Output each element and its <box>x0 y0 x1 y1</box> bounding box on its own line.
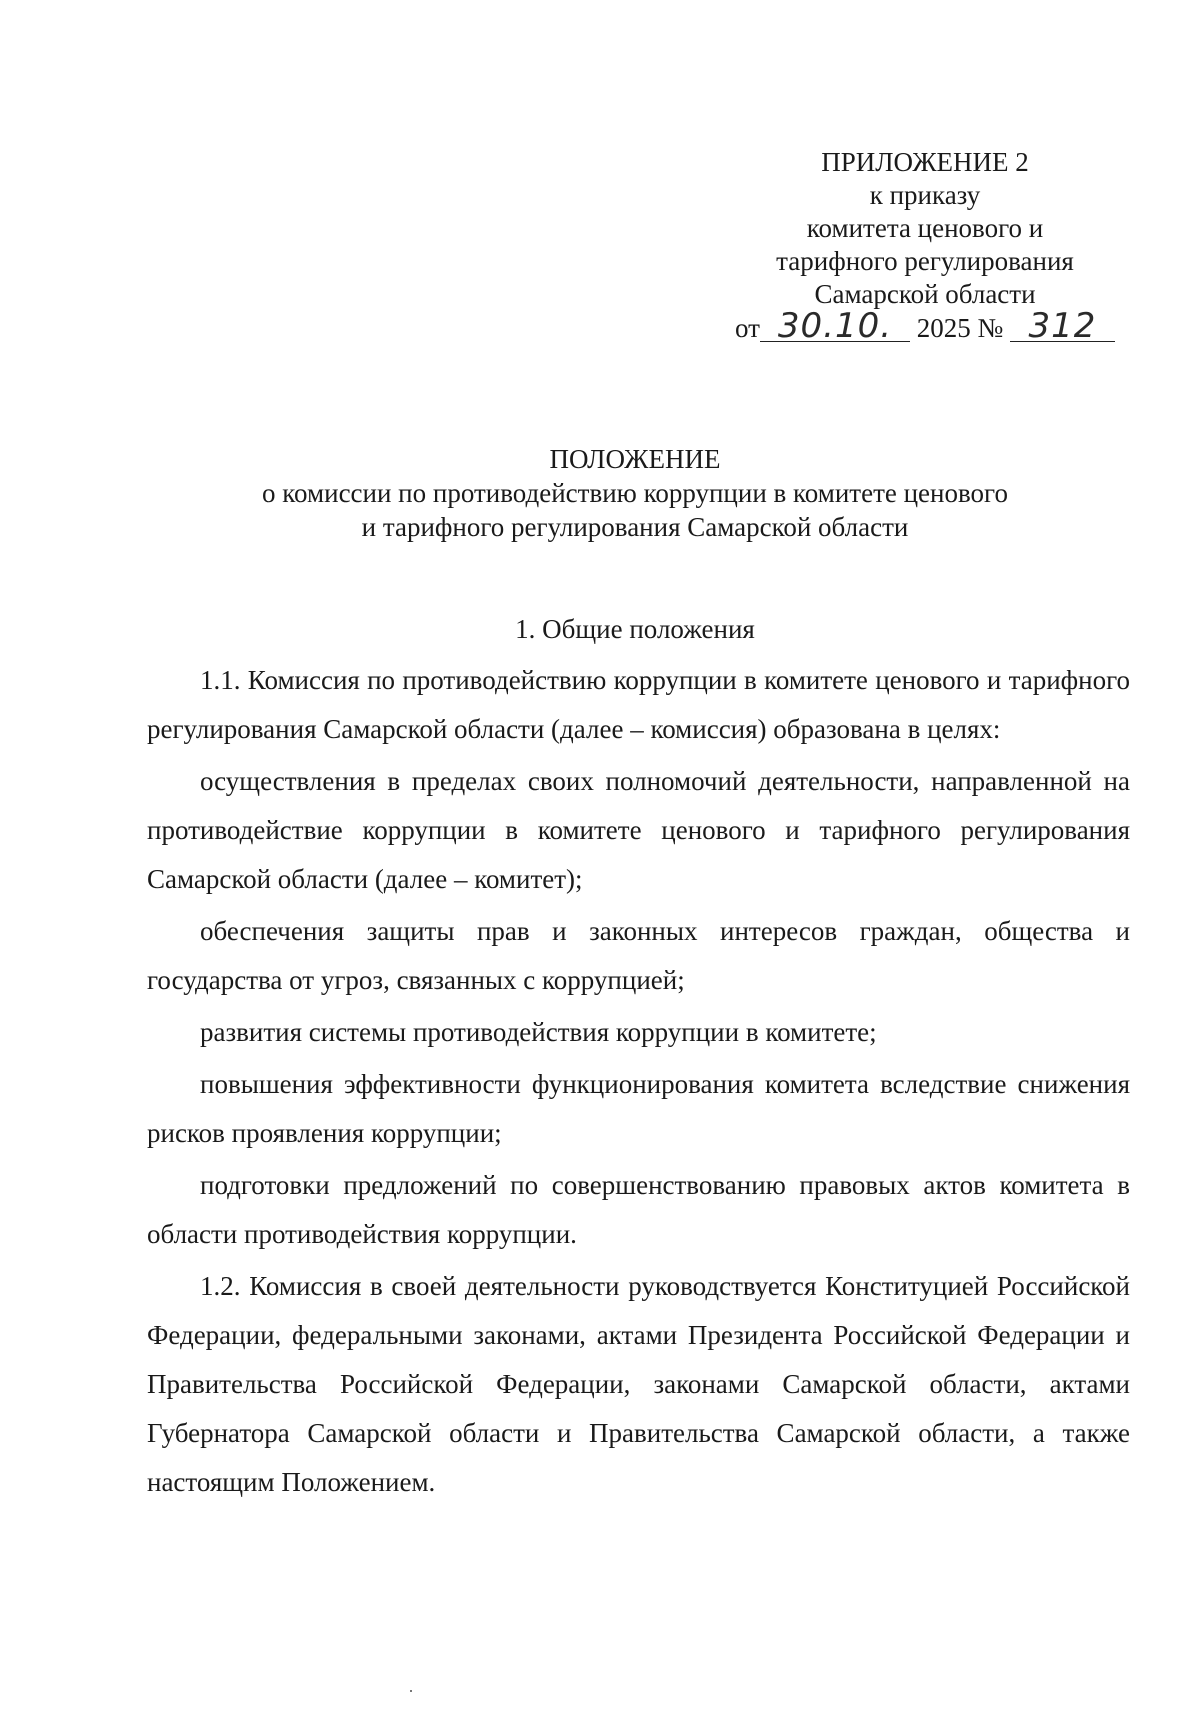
document-subtitle-line-2: и тарифного регулирования Самарской области <box>361 512 909 542</box>
paragraph-goal-1: осуществления в пределах своих полномочий деятельности, направленной на противодействие коррупции в комитете ценового и тарифного регулирования Самарской области (далее – комитет); <box>147 766 1130 894</box>
document-title: ПОЛОЖЕНИЕ <box>549 444 721 474</box>
paragraph-goal-2: обеспечения защиты прав и законных интересов граждан, общества и государства от угроз, связанных с коррупцией; <box>147 916 1130 995</box>
section-body <box>147 656 1130 1510</box>
handwritten-order-number: 312 <box>1010 311 1115 342</box>
section-heading: 1. Общие положения <box>515 614 755 644</box>
appendix-line-regulation: тарифного регулирования <box>776 246 1074 276</box>
appendix-title: ПРИЛОЖЕНИЕ 2 <box>821 147 1029 177</box>
appendix-header <box>720 146 1130 345</box>
handwritten-date: 30.10. <box>760 311 910 342</box>
paragraph-goal-3: развития системы противодействия коррупции в комитете; <box>200 1017 877 1047</box>
appendix-line-committee: комитета ценового и <box>806 213 1044 243</box>
scan-speck <box>410 1690 412 1692</box>
paragraph-1-1: 1.1. Комиссия по противодействию коррупции в комитете ценового и тарифного регулирования Самарской области (далее – комиссия) образована в целях: <box>147 665 1130 744</box>
document-title-block <box>140 442 1130 544</box>
appendix-line-region: Самарской области <box>814 279 1036 309</box>
appendix-line-order: к приказу <box>869 180 981 210</box>
paragraph-1-2: 1.2. Комиссия в своей деятельности руководствуется Конституцией Российской Федерации, федеральными законами, актами Президента Российской Федерации и Правительства Российской Федерации, законами Самарской области, актами Губернатора Самарской области и Правительства Самарской области, а также настоящим Положением. <box>147 1271 1130 1497</box>
order-year: 2025 № <box>916 313 1004 343</box>
date-prefix: от <box>735 313 760 343</box>
document-subtitle-line-1: о комиссии по противодействию коррупции в комитете ценового <box>262 478 1008 508</box>
paragraph-goal-5: подготовки предложений по совершенствованию правовых актов комитета в области противодействия коррупции. <box>147 1170 1130 1249</box>
paragraph-goal-4: повышения эффективности функционирования комитета вследствие снижения рисков проявления коррупции; <box>147 1069 1130 1148</box>
appendix-date-line <box>720 306 1130 346</box>
